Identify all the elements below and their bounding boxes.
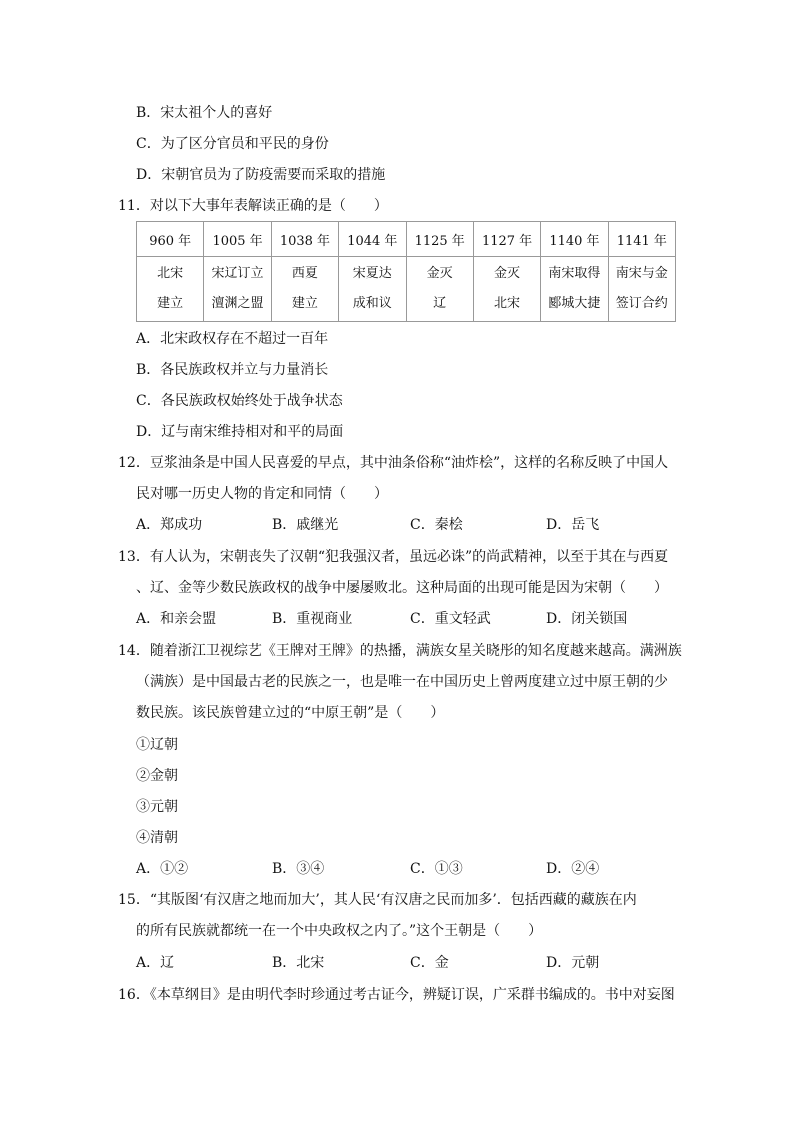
timeline-event-row bbox=[137, 257, 676, 322]
timeline-event: 西夏 建立 bbox=[271, 257, 338, 322]
q12-option-a: A．郑成功 bbox=[136, 517, 203, 533]
q16-stem-line1: 16．《本草纲目》是由明代李时珍通过考古证今，辨疑订误，广采群书编成的。书中对妄图 bbox=[118, 987, 675, 1003]
q10-option-b: B．宋太祖个人的喜好 bbox=[136, 105, 273, 121]
q15-option-b: B．北宋 bbox=[272, 955, 325, 971]
q13-option-c: C．重文轻武 bbox=[410, 611, 491, 627]
timeline-year: 1125 年 bbox=[406, 222, 473, 257]
q15-stem-line1: 15．“其版图‘有汉唐之地而加大’，其人民‘有汉唐之民而加多’．包括西藏的藏族在内 bbox=[118, 892, 637, 908]
timeline-event: 南宋取得 郾城大捷 bbox=[541, 257, 608, 322]
q15-option-c: C．金 bbox=[410, 955, 449, 971]
q12-option-c: C．秦桧 bbox=[410, 517, 463, 533]
q12-option-b: B．戚继光 bbox=[272, 517, 339, 533]
q14-item-4: ④清朝 bbox=[136, 830, 178, 846]
q15-stem-line2: 的所有民族就都统一在一个中央政权之内了。”这个王朝是（ ） bbox=[136, 923, 543, 939]
timeline-event: 南宋与金 签订合约 bbox=[608, 257, 675, 322]
q12-stem-line1: 12．豆浆油条是中国人民喜爱的早点，其中油条俗称“油炸桧”，这样的名称反映了中国人 bbox=[118, 455, 669, 471]
q13-stem-line1: 13．有人认为，宋朝丧失了汉朝“犯我强汉者，虽远必诛”的尚武精神，以至于其在与西夏 bbox=[118, 549, 669, 565]
timeline-year: 1140 年 bbox=[541, 222, 608, 257]
q10-option-d: D．宋朝官员为了防疫需要而采取的措施 bbox=[136, 167, 386, 183]
q14-stem-line3: 数民族。该民族曾建立过的“中原王朝”是（ ） bbox=[136, 705, 445, 721]
q11-option-d: D．辽与南宋维持相对和平的局面 bbox=[136, 424, 344, 440]
q11-option-b: B．各民族政权并立与力量消长 bbox=[136, 362, 329, 378]
timeline-event: 宋辽订立 澶渊之盟 bbox=[204, 257, 271, 322]
q11-timeline-table bbox=[136, 221, 676, 322]
timeline-year: 1005 年 bbox=[204, 222, 271, 257]
timeline-year: 1038 年 bbox=[271, 222, 338, 257]
q14-option-c: C．①③ bbox=[410, 861, 463, 877]
timeline-year: 1044 年 bbox=[339, 222, 406, 257]
timeline-year: 1127 年 bbox=[473, 222, 540, 257]
q14-stem-line2: （满族）是中国最古老的民族之一，也是唯一在中国历史上曾两度建立过中原王朝的少 bbox=[136, 674, 668, 690]
timeline-year: 1141 年 bbox=[608, 222, 675, 257]
q12-option-d: D．岳飞 bbox=[546, 517, 600, 533]
q11-option-a: A．北宋政权存在不超过一百年 bbox=[136, 331, 329, 347]
q14-option-b: B．③④ bbox=[272, 861, 325, 877]
q11-option-c: C．各民族政权始终处于战争状态 bbox=[136, 393, 343, 409]
q14-option-a: A．①② bbox=[136, 861, 189, 877]
q15-option-d: D．元朝 bbox=[546, 955, 600, 971]
q12-stem-line2: 民对哪一历史人物的肯定和同情（ ） bbox=[136, 486, 388, 502]
q13-option-a: A．和亲会盟 bbox=[136, 611, 217, 627]
q15-option-a: A．辽 bbox=[136, 955, 175, 971]
timeline-event: 北宋 建立 bbox=[137, 257, 204, 322]
q11-stem: 11．对以下大事年表解读正确的是（ ） bbox=[118, 198, 388, 214]
timeline-year-row bbox=[137, 222, 676, 257]
timeline-event: 宋夏达 成和议 bbox=[339, 257, 406, 322]
q14-stem-line1: 14．随着浙江卫视综艺《王牌对王牌》的热播，满族女星关晓彤的知名度越来越高。满洲族 bbox=[118, 643, 682, 659]
q13-stem-line2: 、辽、金等少数民族政权的战争中屡屡败北。这种局面的出现可能是因为宋朝（ ） bbox=[136, 580, 668, 596]
timeline-year: 960 年 bbox=[137, 222, 204, 257]
q10-option-c: C．为了区分官员和平民的身份 bbox=[136, 136, 329, 152]
q14-item-2: ②金朝 bbox=[136, 768, 178, 784]
q13-option-d: D．闭关锁国 bbox=[546, 611, 628, 627]
q14-option-d: D．②④ bbox=[546, 861, 600, 877]
timeline-event: 金灭 辽 bbox=[406, 257, 473, 322]
q14-item-1: ①辽朝 bbox=[136, 737, 178, 753]
q14-item-3: ③元朝 bbox=[136, 799, 178, 815]
timeline-event: 金灭 北宋 bbox=[473, 257, 540, 322]
q13-option-b: B．重视商业 bbox=[272, 611, 353, 627]
